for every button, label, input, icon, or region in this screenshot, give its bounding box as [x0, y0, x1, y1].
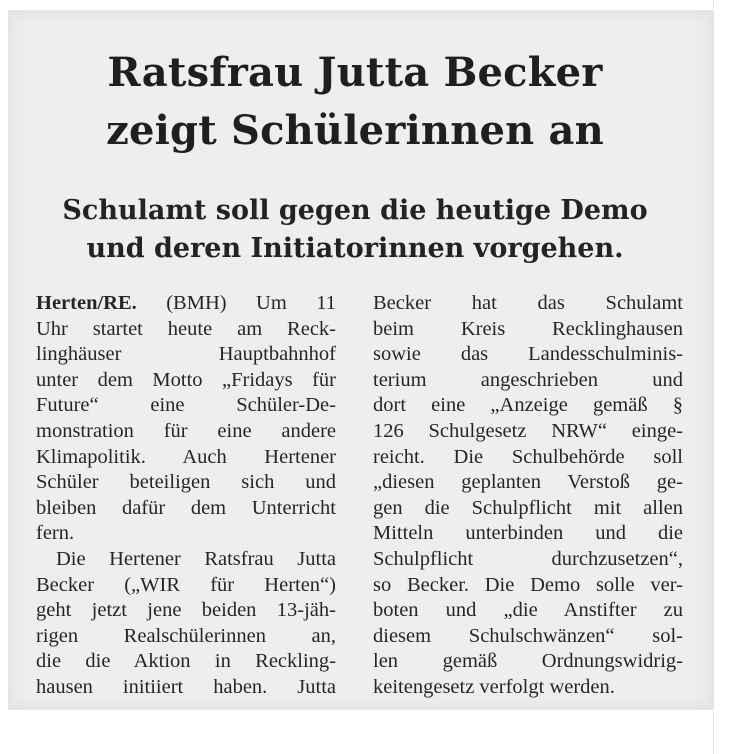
article-column-right: [373, 291, 683, 701]
headline-line-1: Ratsfrau Jutta Becker: [107, 49, 603, 96]
body-line: terium angeschrieben und: [373, 368, 683, 391]
body-line: len gemäß Ordnungswidrig-: [373, 650, 683, 673]
body-line: 126 Schulgesetz NRW“ einge-: [373, 419, 683, 442]
body-line: Mitteln unterbinden und die: [373, 522, 683, 545]
body-line: „diesen geplanten Verstoß ge-: [373, 471, 683, 494]
body-line: so Becker. Die Demo solle ver-: [373, 573, 683, 596]
body-line: hausen initiiert haben. Jutta: [36, 675, 336, 698]
body-line: gen die Schulpflicht mit allen: [373, 496, 683, 519]
body-line: reicht. Die Schulbehörde soll: [373, 445, 683, 468]
body-line: Klimapolitik. Auch Hertener: [36, 445, 336, 468]
body-line: boten und „die Anstifter zu: [373, 599, 683, 622]
body-line: [36, 291, 336, 317]
body-line: bleiben dafür dem Unterricht: [36, 496, 336, 519]
body-line: rigen Realschülerinnen an,: [36, 624, 336, 647]
body-line: fern.: [36, 522, 75, 545]
body-line: sowie das Landesschulminis-: [373, 343, 683, 366]
body-line: monstration für eine andere: [36, 419, 336, 442]
page-edge: [713, 0, 737, 754]
body-line: diesem Schulschwänzen“ sol-: [373, 624, 683, 647]
body-line: die die Aktion in Reckling-: [36, 650, 336, 673]
body-line: geht jetzt jene beiden 13-jäh-: [36, 599, 336, 622]
body-line: Schulpflicht durchzusetzen“,: [373, 547, 683, 570]
article-column-left: [36, 291, 336, 701]
article-subheadline: [30, 192, 680, 268]
headline-line-2: zeigt Schülerinnen an: [106, 107, 604, 154]
body-line: Future“ eine Schüler-De-: [36, 394, 336, 417]
body-line: Becker hat das Schulamt: [373, 292, 683, 314]
article-headline: [30, 44, 680, 160]
body-line: linghäuser Hauptbahnhof: [36, 343, 336, 366]
body-line: dort eine „Anzeige gemäß §: [373, 394, 683, 417]
subheadline-line-2: und deren Initiatorinnen vorgehen.: [86, 233, 624, 264]
body-line: keitengesetz verfolgt werden.: [373, 675, 615, 698]
body-line: Uhr startet heute am Reck-: [36, 317, 336, 340]
subheadline-line-1: Schulamt soll gegen die heutige Demo: [62, 195, 648, 226]
body-line: unter dem Motto „Fridays für: [36, 368, 336, 391]
body-line: Die Hertener Ratsfrau Jutta: [56, 547, 336, 570]
body-line: beim Kreis Recklinghausen: [373, 317, 683, 340]
dateline: Herten/RE.: [36, 292, 137, 314]
body-line: Becker („WIR für Herten“): [36, 573, 336, 596]
body-line: Schüler beteiligen sich und: [36, 471, 336, 494]
body-line-text: (BMH) Um 11: [166, 292, 336, 314]
